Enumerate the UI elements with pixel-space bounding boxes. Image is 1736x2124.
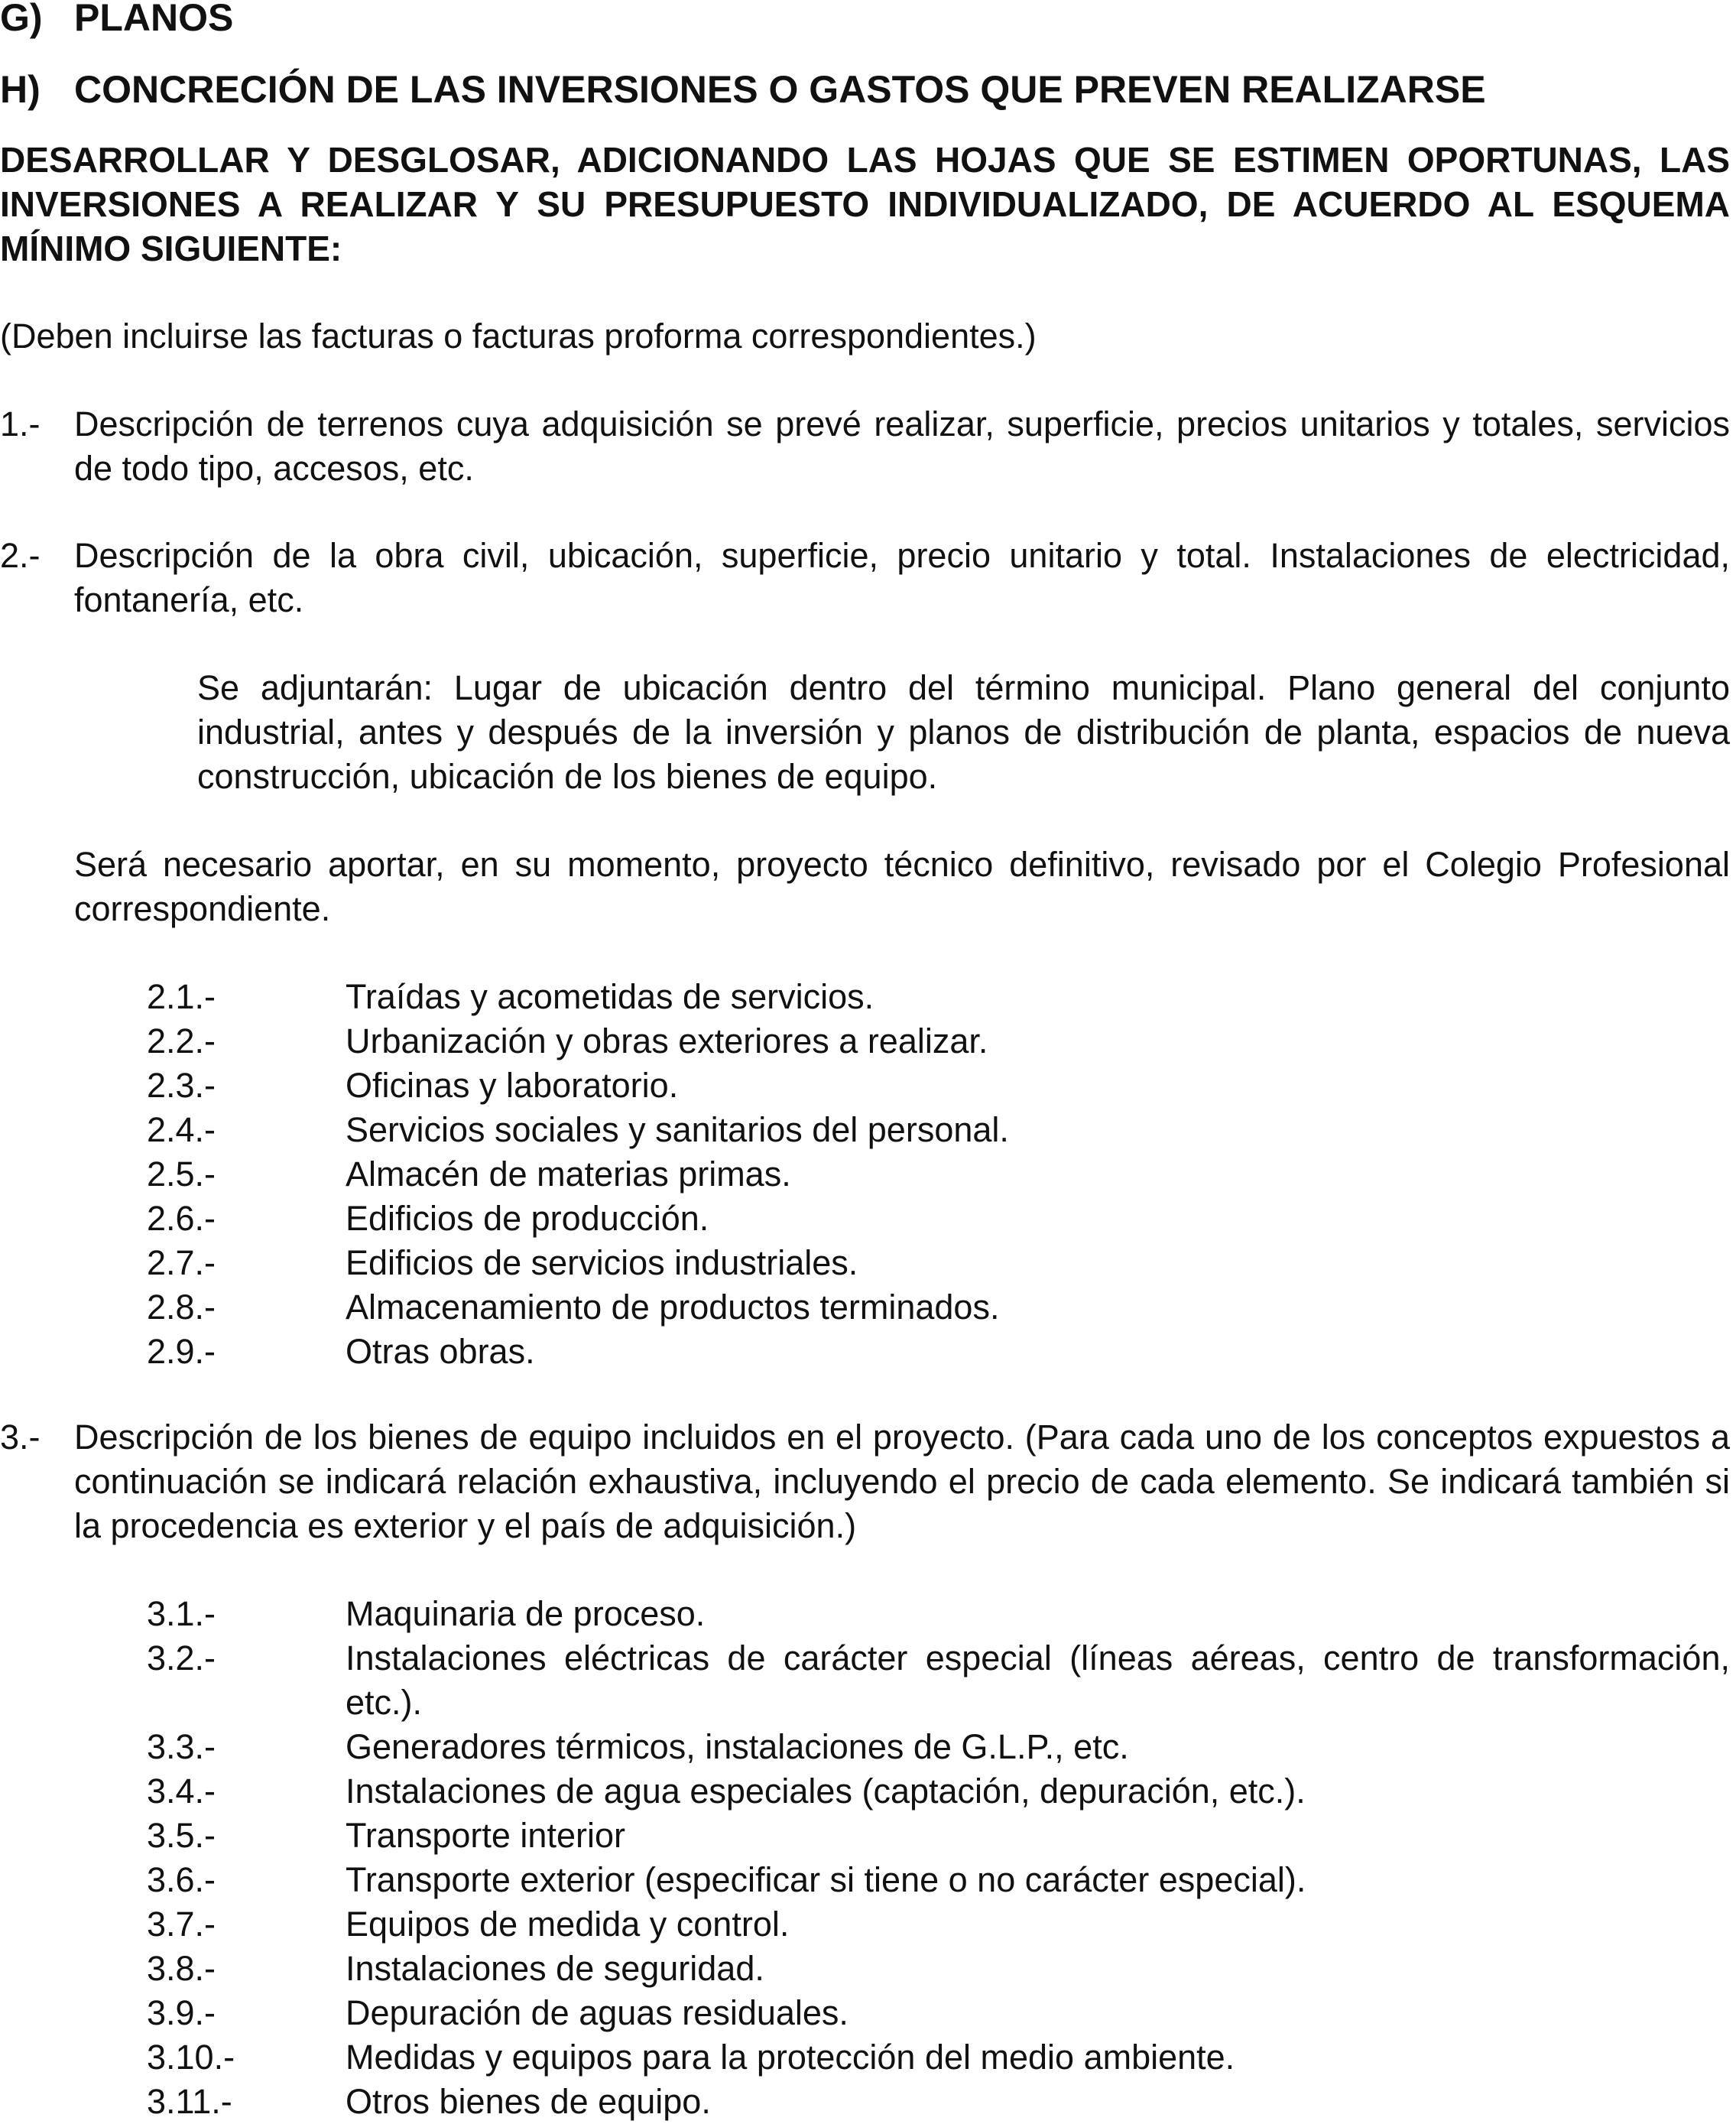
subitem-number: 3.11.- [147,2082,232,2121]
intro-paragraph: DESARROLLAR Y DESGLOSAR, ADICIONANDO LAS HOJAS QUE SE ESTIMEN OPORTUNAS, LAS INVERSIONES A REALIZAR Y SU PRESUPUESTO INDIVIDUALIZADO, DE ACUERDO AL ESQUEMA MÍNIMO SIGUIENTE: [0,140,1730,268]
list-item [147,1947,1730,1991]
heading-h-title: CONCRECIÓN DE LAS INVERSIONES O GASTOS QUE PREVEN REALIZARSE [74,68,1486,111]
item-2-text: Descripción de la obra civil, ubicación, superficie, precio unitario y total. Instalaciones de electricidad, fontanería, etc. [74,536,1730,619]
item-2-project-note: Será necesario aportar, en su momento, proyecto técnico definitivo, revisado por el Colegio Profesional correspondiente. [74,845,1730,928]
subitem-text: Transporte interior [346,1816,625,1855]
section-heading-g [0,0,1736,40]
subitem-number: 2.9.- [147,1332,216,1371]
subitem-number: 3.1.- [147,1594,216,1633]
list-item [147,1197,1730,1241]
subitem-number: 2.2.- [147,1021,216,1060]
item-3 [0,1415,1730,1548]
heading-g-title: PLANOS [74,0,234,39]
heading-g-label: G) [0,0,43,39]
subitem-text: Edificios de producción. [346,1199,709,1238]
list-item [147,1725,1730,1769]
list-item [147,1019,1730,1064]
list-item [147,975,1730,1019]
item-2 [0,534,1730,622]
subitem-text: Instalaciones de seguridad. [346,1949,764,1988]
subitem-text: Almacenamiento de productos terminados. [346,1288,1000,1327]
list-item [147,1592,1730,1636]
subitem-text: Transporte exterior (especificar si tiene o no carácter especial). [346,1860,1306,1899]
section-heading-h [0,67,1736,112]
list-item [147,1858,1730,1902]
subitem-text: Servicios sociales y sanitarios del personal. [346,1110,1009,1149]
list-item [147,1241,1730,1285]
subitem-number: 3.4.- [147,1772,216,1811]
item-3-text: Descripción de los bienes de equipo incluidos en el proyecto. (Para cada uno de los conceptos expuestos a continuación se indicará relación exhaustiva, incluyendo el precio de cada elemento. Se indicará también si la procedencia es exterior y el país de adquisición.) [74,1418,1730,1545]
item-2-label: 2.- [0,536,41,575]
list-item [147,2080,1730,2124]
subitem-number: 3.5.- [147,1816,216,1855]
list-item [147,2035,1730,2080]
subitem-text: Almacén de materias primas. [346,1155,791,1194]
item-1-label: 1.- [0,404,41,443]
subitem-text: Otros bienes de equipo. [346,2082,711,2121]
subitem-number: 2.8.- [147,1288,216,1327]
subitem-text: Otras obras. [346,1332,535,1371]
item-3-sublist [147,1592,1730,2124]
subitem-text: Generadores térmicos, instalaciones de G.L.P., etc. [346,1727,1129,1766]
subitem-number: 3.8.- [147,1949,216,1988]
subitem-text: Urbanización y obras exteriores a realizar. [346,1021,988,1060]
list-item [147,1636,1730,1725]
invoice-note: (Deben incluirse las facturas o facturas proforma correspondientes.) [0,317,1037,356]
list-item [147,1991,1730,2035]
subitem-text: Traídas y acometidas de servicios. [346,977,874,1016]
subitem-number: 2.1.- [147,977,216,1016]
subitem-number: 3.2.- [147,1638,216,1677]
subitem-text: Maquinaria de proceso. [346,1594,706,1633]
subitem-number: 3.9.- [147,1993,216,2032]
subitem-text: Medidas y equipos para la protección del medio ambiente. [346,2038,1235,2077]
item-1-text: Descripción de terrenos cuya adquisición se prevé realizar, superficie, precios unitarios y totales, servicios de todo tipo, accesos, etc. [74,404,1730,488]
subitem-number: 2.4.- [147,1110,216,1149]
subitem-number: 2.3.- [147,1066,216,1105]
list-item [147,1285,1730,1330]
subitem-number: 3.6.- [147,1860,216,1899]
list-item [147,1814,1730,1858]
list-item [147,1108,1730,1152]
subitem-text: Equipos de medida y control. [346,1905,790,1944]
item-1 [0,402,1730,491]
subitem-text: Instalaciones de agua especiales (captación, depuración, etc.). [346,1772,1306,1811]
subitem-text: Instalaciones eléctricas de carácter especial (líneas aéreas, centro de transformación, etc.). [346,1638,1730,1722]
list-item [147,1064,1730,1108]
subitem-number: 3.3.- [147,1727,216,1766]
subitem-text: Oficinas y laboratorio. [346,1066,679,1105]
subitem-text: Depuración de aguas residuales. [346,1993,849,2032]
item-3-label: 3.- [0,1418,41,1457]
subitem-number: 3.10.- [147,2038,235,2077]
subitem-text: Edificios de servicios industriales. [346,1243,858,1282]
subitem-number: 2.7.- [147,1243,216,1282]
list-item [147,1902,1730,1947]
list-item [147,1769,1730,1814]
subitem-number: 2.5.- [147,1155,216,1194]
item-2-attachments: Se adjuntarán: Lugar de ubicación dentro del término municipal. Plano general del conjunto industrial, antes y después de la inversión y planos de distribución de planta, espacios de nueva construcción, ubicación de los bienes de equipo. [197,668,1730,796]
heading-h-label: H) [0,68,41,111]
list-item [147,1330,1730,1374]
item-2-sublist [147,975,1730,1374]
list-item [147,1152,1730,1197]
subitem-number: 2.6.- [147,1199,216,1238]
subitem-number: 3.7.- [147,1905,216,1944]
